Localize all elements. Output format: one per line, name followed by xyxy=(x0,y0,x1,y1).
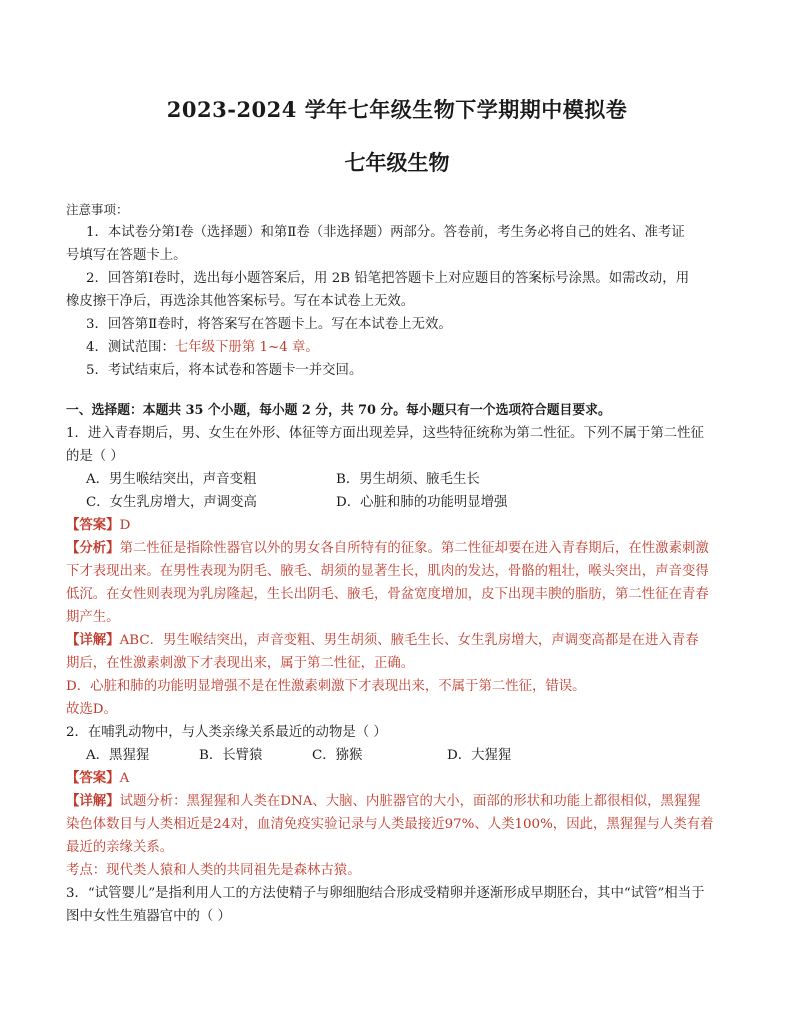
q2-option-d: D．大猩猩 xyxy=(447,748,512,763)
notice-item-4-prefix: 4．测试范围： xyxy=(86,340,175,355)
q1-option-d: D．心脏和肺的功能明显增强 xyxy=(336,495,508,510)
q2-option-a: A．黑猩猩 xyxy=(86,748,150,763)
q1-options-row-2 xyxy=(66,491,728,514)
q2-detail-line-4: 考点：现代类人猿和人类的共同祖先是森林古猿。 xyxy=(66,863,361,878)
q1-detail-line-4: 故选D。 xyxy=(66,702,117,717)
q2-answer-value: A xyxy=(119,771,130,786)
q1-answer xyxy=(66,514,728,537)
exam-subtitle: 七年级生物 xyxy=(344,150,450,175)
q2-stem: 2．在哺乳动物中，与人类亲缘关系最近的动物是（ ） xyxy=(66,725,387,740)
q1-stem-line-2: 的是（ ） xyxy=(66,449,124,464)
exam-title: 2023-2024 学年七年级生物下学期期中模拟卷 xyxy=(166,97,628,122)
notice-item-4-range: 七年级下册第 1~4 章。 xyxy=(174,340,319,355)
q1-analysis-tag: 【分析】 xyxy=(66,540,120,556)
notice-item-2-line-2: 橡皮擦干净后，再选涂其他答案标号。写在本试卷上无效。 xyxy=(66,294,415,309)
q1-detail-text-1: ABC．男生喉结突出，声音变粗、男生胡须、腋毛生长、女生乳房增大，声调变高都是在进入青春 xyxy=(119,633,699,648)
notice-item-1-line-1: 1．本试卷分第Ⅰ卷（选择题）和第Ⅱ卷（非选择题）两部分。答卷前，考生务必将自己的姓名、准考证 xyxy=(86,225,685,240)
q2-detail-text-1: 试题分析：黑猩猩和人类在DNA、大脑、内脏器官的大小，面部的形状和功能上都很相似，黑猩猩 xyxy=(119,794,701,809)
notice-item-2-line-1: 2．回答第Ⅰ卷时，选出每小题答案后，用 2B 铅笔把答题卡上对应题目的答案标号涂黑。如需改动，用 xyxy=(86,271,690,286)
notice-item-4 xyxy=(66,336,728,359)
q2-detail-line-2: 染色体数目与人类相近是24对，血清免疫实验记录与人类最接近97%、人类100%，因此，黑猩猩与人类有着 xyxy=(66,817,714,832)
q1-answer-tag: 【答案】 xyxy=(66,517,120,533)
exam-content xyxy=(66,198,728,928)
notice-item-5: 5．考试结束后，将本试卷和答题卡一并交回。 xyxy=(86,363,363,378)
q2-detail-line-3: 最近的亲缘关系。 xyxy=(66,840,174,855)
q1-detail-tag: 【详解】 xyxy=(66,632,120,648)
q1-stem-line-1: 1．进入青春期后，男、女生在外形、体征等方面出现差异，这些特征统称为第二性征。下列不属于第二性征 xyxy=(66,426,704,441)
q1-option-c: C．女生乳房增大，声调变高 xyxy=(86,495,257,510)
q2-option-c: C．猕猴 xyxy=(312,748,363,763)
notice-item-3: 3．回答第Ⅱ卷时，将答案写在答题卡上。写在本试卷上无效。 xyxy=(86,317,452,332)
notice-heading: 注意事项： xyxy=(66,202,129,217)
q3-stem-line-1: 3．“试管婴儿”是指利用人工的方法使精子与卵细胞结合形成受精卵并逐渐形成早期胚台，其中“试管”相当于 xyxy=(66,886,705,901)
q1-analysis-line-2: 下才表现出来。在男性表现为阴毛、腋毛、胡须的显著生长，肌肉的发达，骨骼的粗壮，喉头突出，声音变得 xyxy=(66,564,709,579)
q1-option-b: B．男生胡须、腋毛生长 xyxy=(336,472,480,487)
q1-analysis-line-3: 低沉。在女性则表现为乳房隆起，生长出阴毛、腋毛，骨盆宽度增加，皮下出现丰腴的脂肪，第二性征在青春 xyxy=(66,587,709,602)
q1-detail-line-1 xyxy=(66,629,728,652)
notice-item-1-line-2: 号填写在答题卡上。 xyxy=(66,248,187,263)
q1-analysis-text-1: 第二性征是指除性器官以外的男女各自所特有的征象。第二性征却要在进入青春期后，在性激素刺激 xyxy=(119,541,709,556)
q1-detail-line-2: 期后，在性激素刺激下才表现出来，属于第二性征，正确。 xyxy=(66,656,415,671)
q1-answer-value: D xyxy=(119,518,131,533)
q1-detail-line-3: D．心脏和肺的功能明显增强不是在性激素刺激下才表现出来，不属于第二性征，错误。 xyxy=(66,679,586,694)
q2-option-b: B．长臂猿 xyxy=(199,748,263,763)
section-1-heading: 一、选择题：本题共 35 个小题，每小题 2 分，共 70 分。每小题只有一个选项符合题目要求。 xyxy=(66,403,611,418)
q3-stem-line-2: 图中女性生殖器官中的（ ） xyxy=(66,909,231,924)
q2-detail-line-1 xyxy=(66,790,728,813)
q1-option-a: A．男生喉结突出，声音变粗 xyxy=(86,472,257,487)
q1-analysis-line-4: 期产生。 xyxy=(66,610,120,625)
q2-options-row xyxy=(66,744,728,767)
q2-answer xyxy=(66,767,728,790)
q2-detail-tag: 【详解】 xyxy=(66,793,120,809)
q1-options-row-1 xyxy=(66,468,728,491)
q2-answer-tag: 【答案】 xyxy=(66,770,120,786)
q1-analysis-line-1 xyxy=(66,537,728,560)
